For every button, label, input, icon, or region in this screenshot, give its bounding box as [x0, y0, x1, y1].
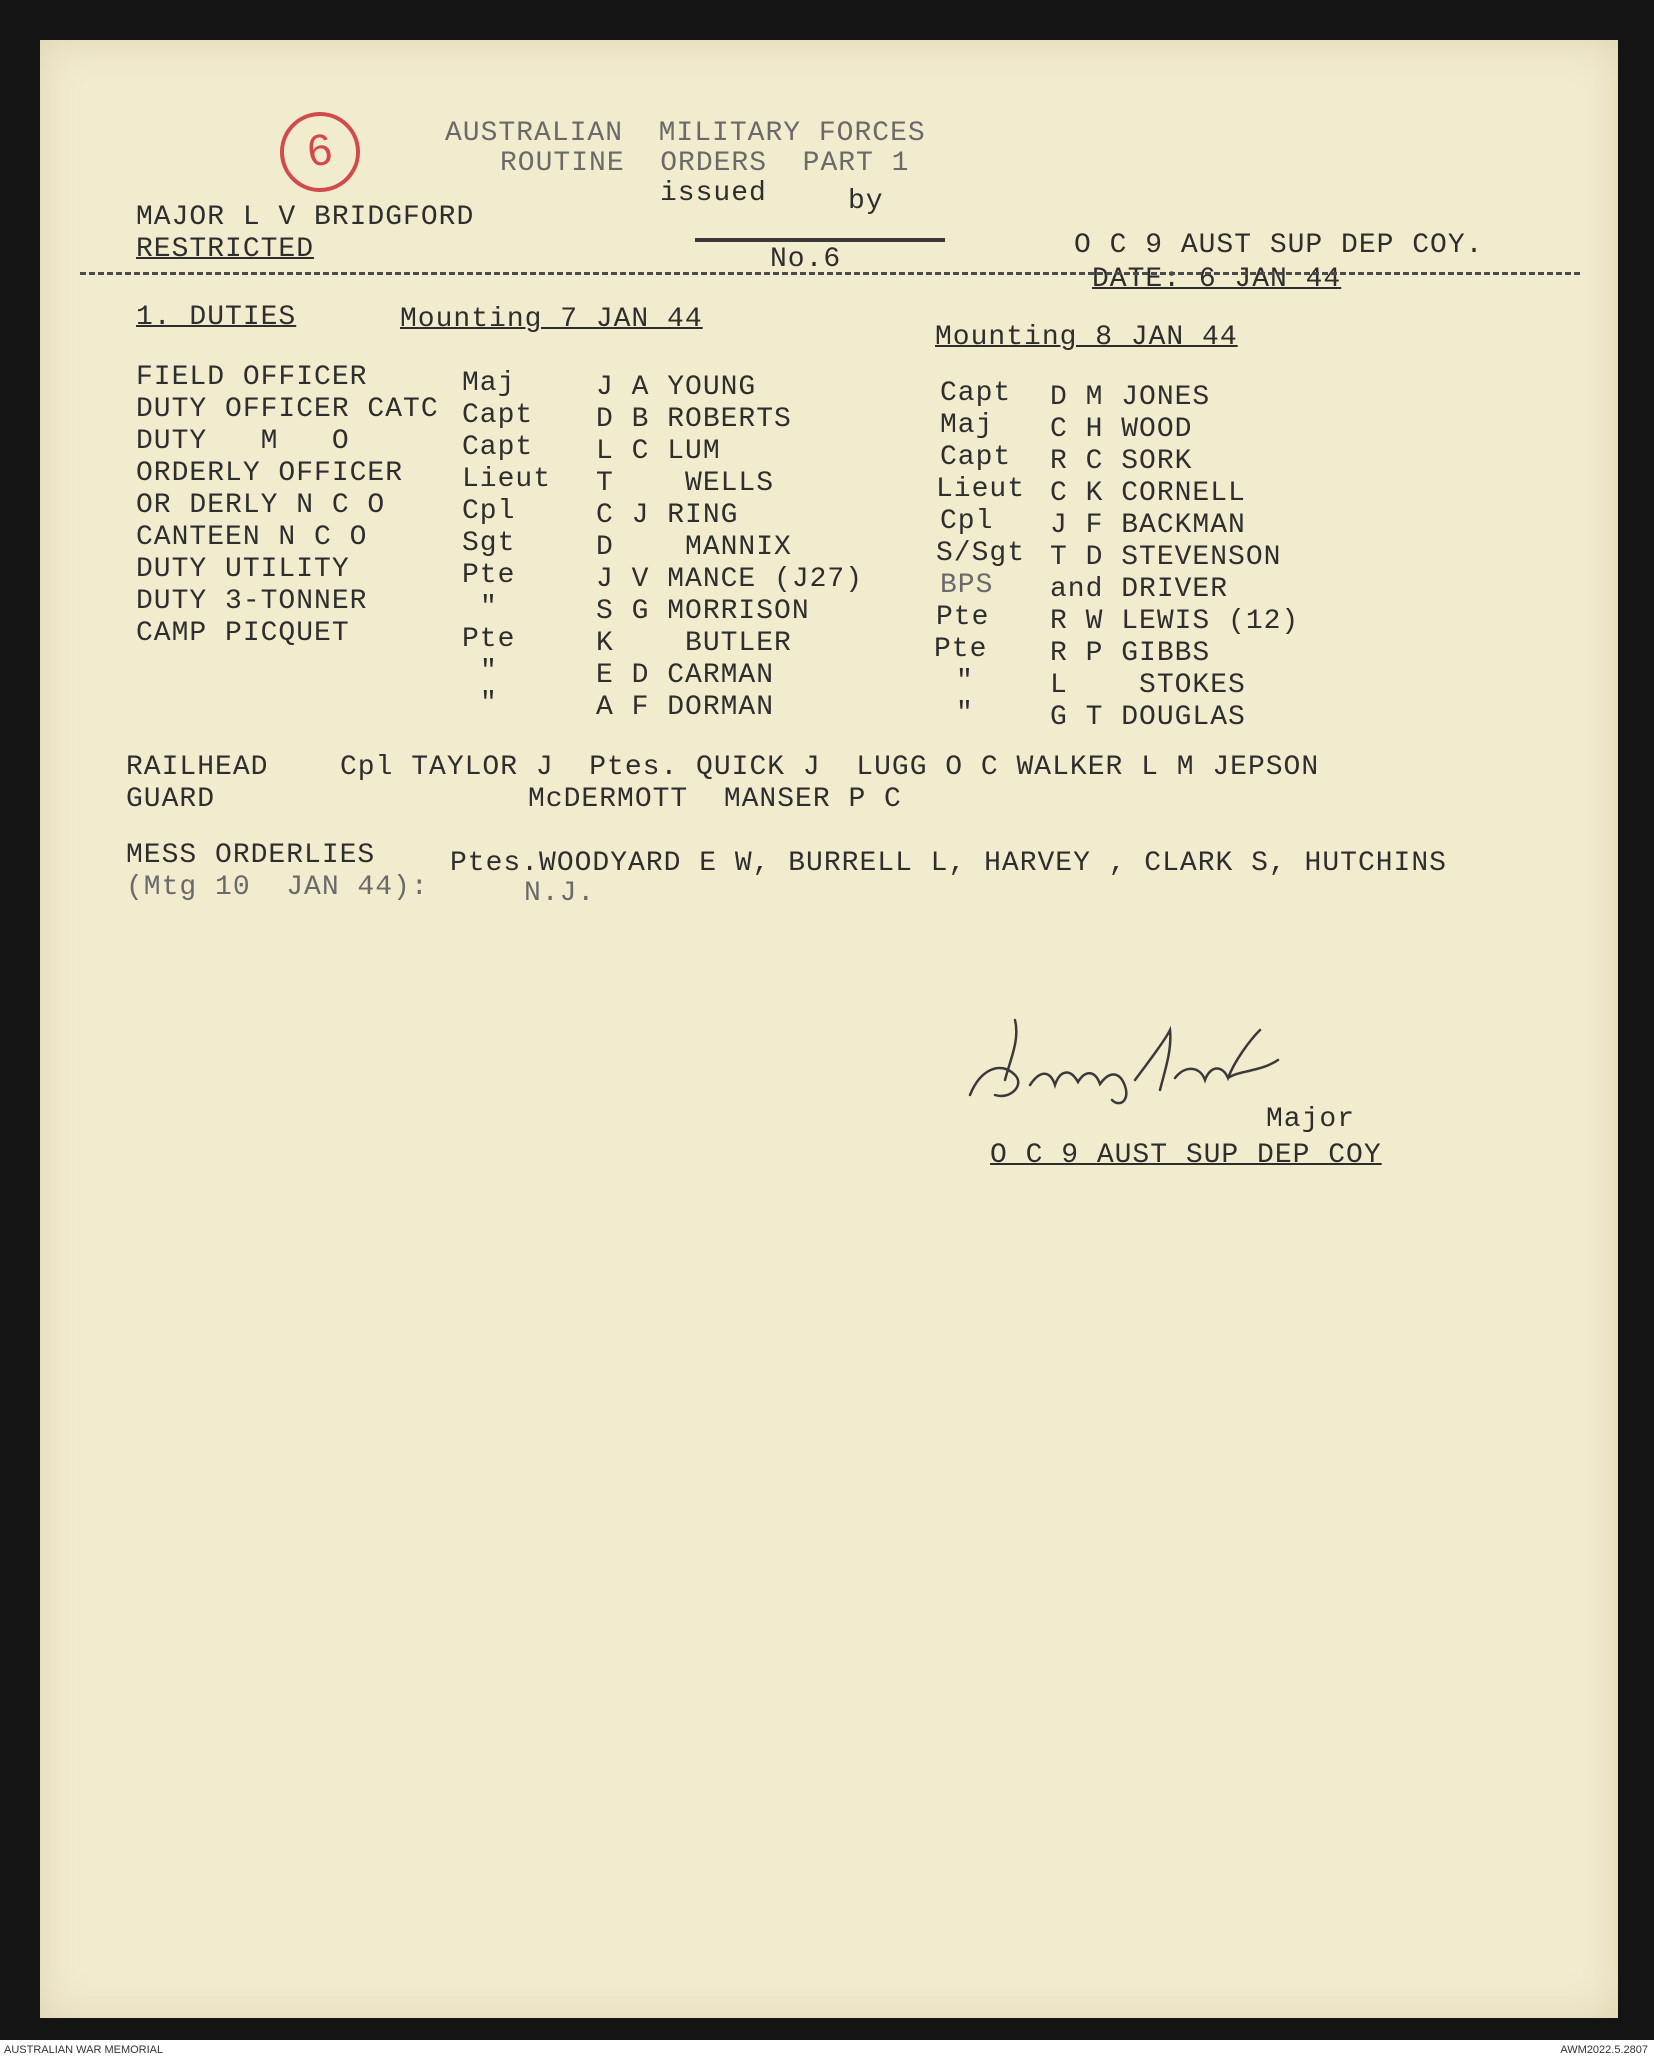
restricted-label: RESTRICTED: [136, 234, 315, 265]
unit-name: O C 9 AUST SUP DEP COY.: [1074, 230, 1484, 261]
order-date: DATE: 6 JAN 44: [1092, 264, 1342, 295]
issuer-name: MAJOR L V BRIDGFORD: [136, 202, 475, 233]
rank-item: ": [480, 592, 498, 623]
rank-item: Capt: [462, 400, 534, 431]
archive-footer: [0, 2040, 1654, 2061]
name-item: A F DORMAN: [596, 692, 775, 723]
rank-item: ": [480, 656, 498, 687]
name-item: G T DOUGLAS: [1050, 702, 1246, 733]
rank-item: Pte: [936, 602, 990, 633]
signature-rank: Major: [1266, 1104, 1356, 1135]
name-item: R C SORK: [1050, 446, 1193, 477]
order-number-rule: [695, 238, 945, 242]
rank-item: ": [480, 688, 498, 719]
railhead-guard-line-2: McDERMOTT MANSER P C: [528, 784, 902, 815]
header-title: AUSTRALIAN MILITARY FORCES: [445, 118, 926, 149]
name-item: J F BACKMAN: [1050, 510, 1246, 541]
mess-orderlies-line-2: N.J.: [524, 878, 596, 909]
name-item: and DRIVER: [1050, 574, 1229, 605]
header-separator: [80, 272, 1580, 275]
role-item: CAMP PICQUET: [136, 618, 350, 649]
role-item: CANTEEN N C O: [136, 522, 368, 553]
archive-name: AUSTRALIAN WAR MEMORIAL: [4, 2044, 164, 2056]
name-item: R P GIBBS: [1050, 638, 1211, 669]
mess-orderlies-label: MESS ORDERLIES: [126, 840, 376, 871]
rank-item: ": [956, 698, 974, 729]
role-item: FIELD OFFICER: [136, 362, 368, 393]
rank-item: Capt: [940, 442, 1012, 473]
role-item: DUTY 3-TONNER: [136, 586, 368, 617]
rank-item: Capt: [462, 432, 534, 463]
mess-orderlies-line-1: Ptes.WOODYARD E W, BURRELL L, HARVEY , CLARK S, HUTCHINS: [450, 848, 1447, 879]
role-item: ORDERLY OFFICER: [136, 458, 404, 489]
rank-item: S/Sgt: [936, 538, 1026, 569]
rank-item: Sgt: [462, 528, 516, 559]
archive-reference: AWM2022.5.2807: [1560, 2044, 1648, 2056]
railhead-guard-line-1: Cpl TAYLOR J Ptes. QUICK J LUGG O C WALKER L M JEPSON: [340, 752, 1320, 783]
mess-mounting-date: (Mtg 10 JAN 44):: [126, 872, 429, 903]
guard-label: GUARD: [126, 784, 216, 815]
header-by: by: [848, 186, 884, 217]
name-item: D B ROBERTS: [596, 404, 792, 435]
signature-unit: O C 9 AUST SUP DEP COY: [990, 1140, 1382, 1171]
railhead-label: RAILHEAD: [126, 752, 269, 783]
name-item: J A YOUNG: [596, 372, 757, 403]
rank-item: BPS: [940, 570, 994, 601]
rank-item: ": [956, 666, 974, 697]
name-item: C K CORNELL: [1050, 478, 1246, 509]
rank-item: Capt: [940, 378, 1012, 409]
rank-item: Pte: [462, 624, 516, 655]
order-number: No.6: [770, 244, 842, 275]
name-item: R W LEWIS (12): [1050, 606, 1300, 637]
mounting-7-heading: Mounting 7 JAN 44: [400, 304, 703, 335]
rank-item: Lieut: [936, 474, 1026, 505]
document-page: [40, 40, 1618, 2018]
duties-heading: 1. DUTIES: [136, 302, 297, 333]
rank-item: Cpl: [462, 496, 516, 527]
rank-item: Maj: [940, 410, 994, 441]
header-issued: issued: [660, 178, 767, 209]
name-item: E D CARMAN: [596, 660, 775, 691]
name-item: L C LUM: [596, 436, 721, 467]
role-item: DUTY M O: [136, 426, 350, 457]
role-item: OR DERLY N C O: [136, 490, 386, 521]
name-item: D MANNIX: [596, 532, 792, 563]
rank-item: Pte: [934, 634, 988, 665]
name-item: T D STEVENSON: [1050, 542, 1282, 573]
name-item: J V MANCE (J27): [596, 564, 864, 595]
rank-item: Lieut: [462, 464, 552, 495]
rank-item: Cpl: [940, 506, 994, 537]
name-item: K BUTLER: [596, 628, 792, 659]
name-item: C J RING: [596, 500, 739, 531]
name-item: S G MORRISON: [596, 596, 810, 627]
rank-item: Maj: [462, 368, 516, 399]
name-item: L STOKES: [1050, 670, 1246, 701]
rank-item: Pte: [462, 560, 516, 591]
role-item: DUTY OFFICER CATC: [136, 394, 439, 425]
handwritten-signature: [960, 1000, 1290, 1110]
name-item: T WELLS: [596, 468, 775, 499]
red-page-number-annotation: 6: [275, 107, 365, 197]
header-subtitle: ROUTINE ORDERS PART 1: [500, 148, 910, 179]
name-item: C H WOOD: [1050, 414, 1193, 445]
role-item: DUTY UTILITY: [136, 554, 350, 585]
name-item: D M JONES: [1050, 382, 1211, 413]
mounting-8-heading: Mounting 8 JAN 44: [935, 322, 1238, 353]
